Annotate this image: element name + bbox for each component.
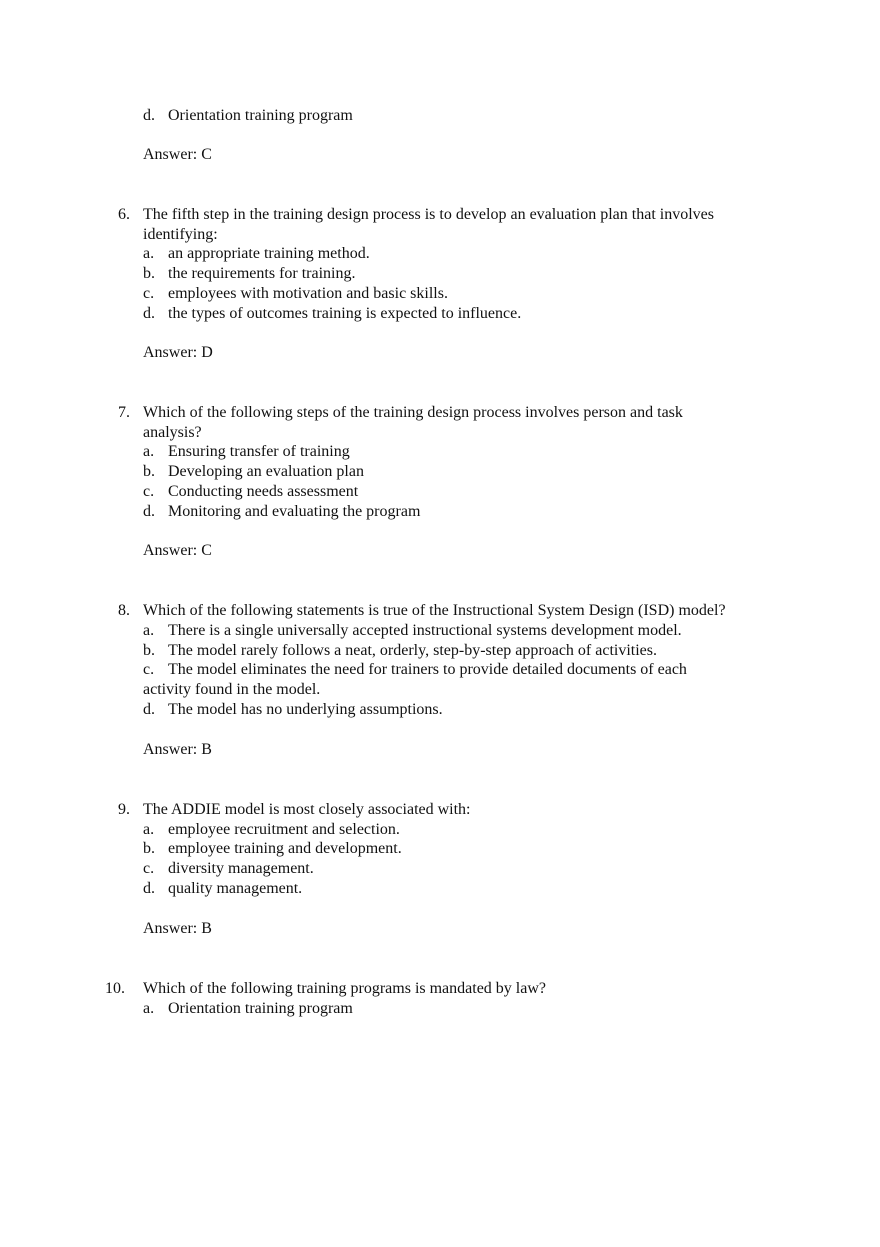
option-text: Monitoring and evaluating the program (168, 503, 421, 520)
option-letter: d. (143, 107, 155, 124)
option-letter: c. (143, 483, 155, 500)
option-text: The model rarely follows a neat, orderly, step-by-step approach of activities. (168, 642, 658, 659)
option-letter: a. (143, 1000, 155, 1017)
answer-text: Answer: C (143, 146, 212, 163)
option-letter: d. (143, 880, 155, 897)
option-letter: c. (143, 661, 155, 678)
option-text: The model eliminates the need for trainers to provide detailed documents of each (168, 661, 687, 678)
option-letter: a. (143, 245, 155, 262)
question-stem: Which of the following steps of the training design process involves person and task (143, 404, 683, 421)
option-text: Ensuring transfer of training (168, 443, 350, 460)
option-letter: a. (143, 622, 155, 639)
option-letter: b. (143, 463, 155, 480)
option-text: Orientation training program (168, 1000, 353, 1017)
question-number: 10. (105, 980, 125, 997)
option-text: Developing an evaluation plan (168, 463, 364, 480)
option-letter: d. (143, 503, 155, 520)
option-text: the requirements for training. (168, 265, 356, 282)
option-text: employees with motivation and basic skills. (168, 285, 448, 302)
option-letter: d. (143, 701, 155, 718)
question-stem: The fifth step in the training design process is to develop an evaluation plan that involves (143, 206, 714, 223)
answer-text: Answer: C (143, 542, 212, 559)
question-number: 9. (118, 801, 130, 818)
option-letter: a. (143, 443, 155, 460)
option-text: There is a single universally accepted instructional systems development model. (168, 622, 682, 639)
answer-text: Answer: B (143, 741, 212, 758)
question-stem-continuation: identifying: (143, 226, 218, 243)
option-text-continuation: activity found in the model. (143, 681, 321, 698)
option-text: Orientation training program (168, 107, 353, 124)
option-letter: d. (143, 305, 155, 322)
option-text: Conducting needs assessment (168, 483, 359, 500)
option-text: the types of outcomes training is expected to influence. (168, 305, 522, 322)
option-text: diversity management. (168, 860, 314, 877)
question-stem: The ADDIE model is most closely associated with: (143, 801, 471, 818)
option-text: an appropriate training method. (168, 245, 370, 262)
question-stem: Which of the following training programs is mandated by law? (143, 980, 547, 997)
question-stem: Which of the following statements is true of the Instructional System Design (ISD) model? (143, 602, 726, 619)
option-letter: c. (143, 860, 155, 877)
question-number: 6. (118, 206, 130, 223)
option-letter: b. (143, 265, 155, 282)
answer-text: Answer: B (143, 920, 212, 937)
option-text: quality management. (168, 880, 303, 897)
option-letter: a. (143, 821, 155, 838)
option-text: employee recruitment and selection. (168, 821, 400, 838)
option-text: employee training and development. (168, 840, 402, 857)
option-letter: c. (143, 285, 155, 302)
answer-text: Answer: D (143, 344, 213, 361)
question-number: 7. (118, 404, 130, 421)
option-letter: b. (143, 642, 155, 659)
option-text: The model has no underlying assumptions. (168, 701, 443, 718)
question-number: 8. (118, 602, 130, 619)
question-stem-continuation: analysis? (143, 424, 202, 441)
option-letter: b. (143, 840, 155, 857)
